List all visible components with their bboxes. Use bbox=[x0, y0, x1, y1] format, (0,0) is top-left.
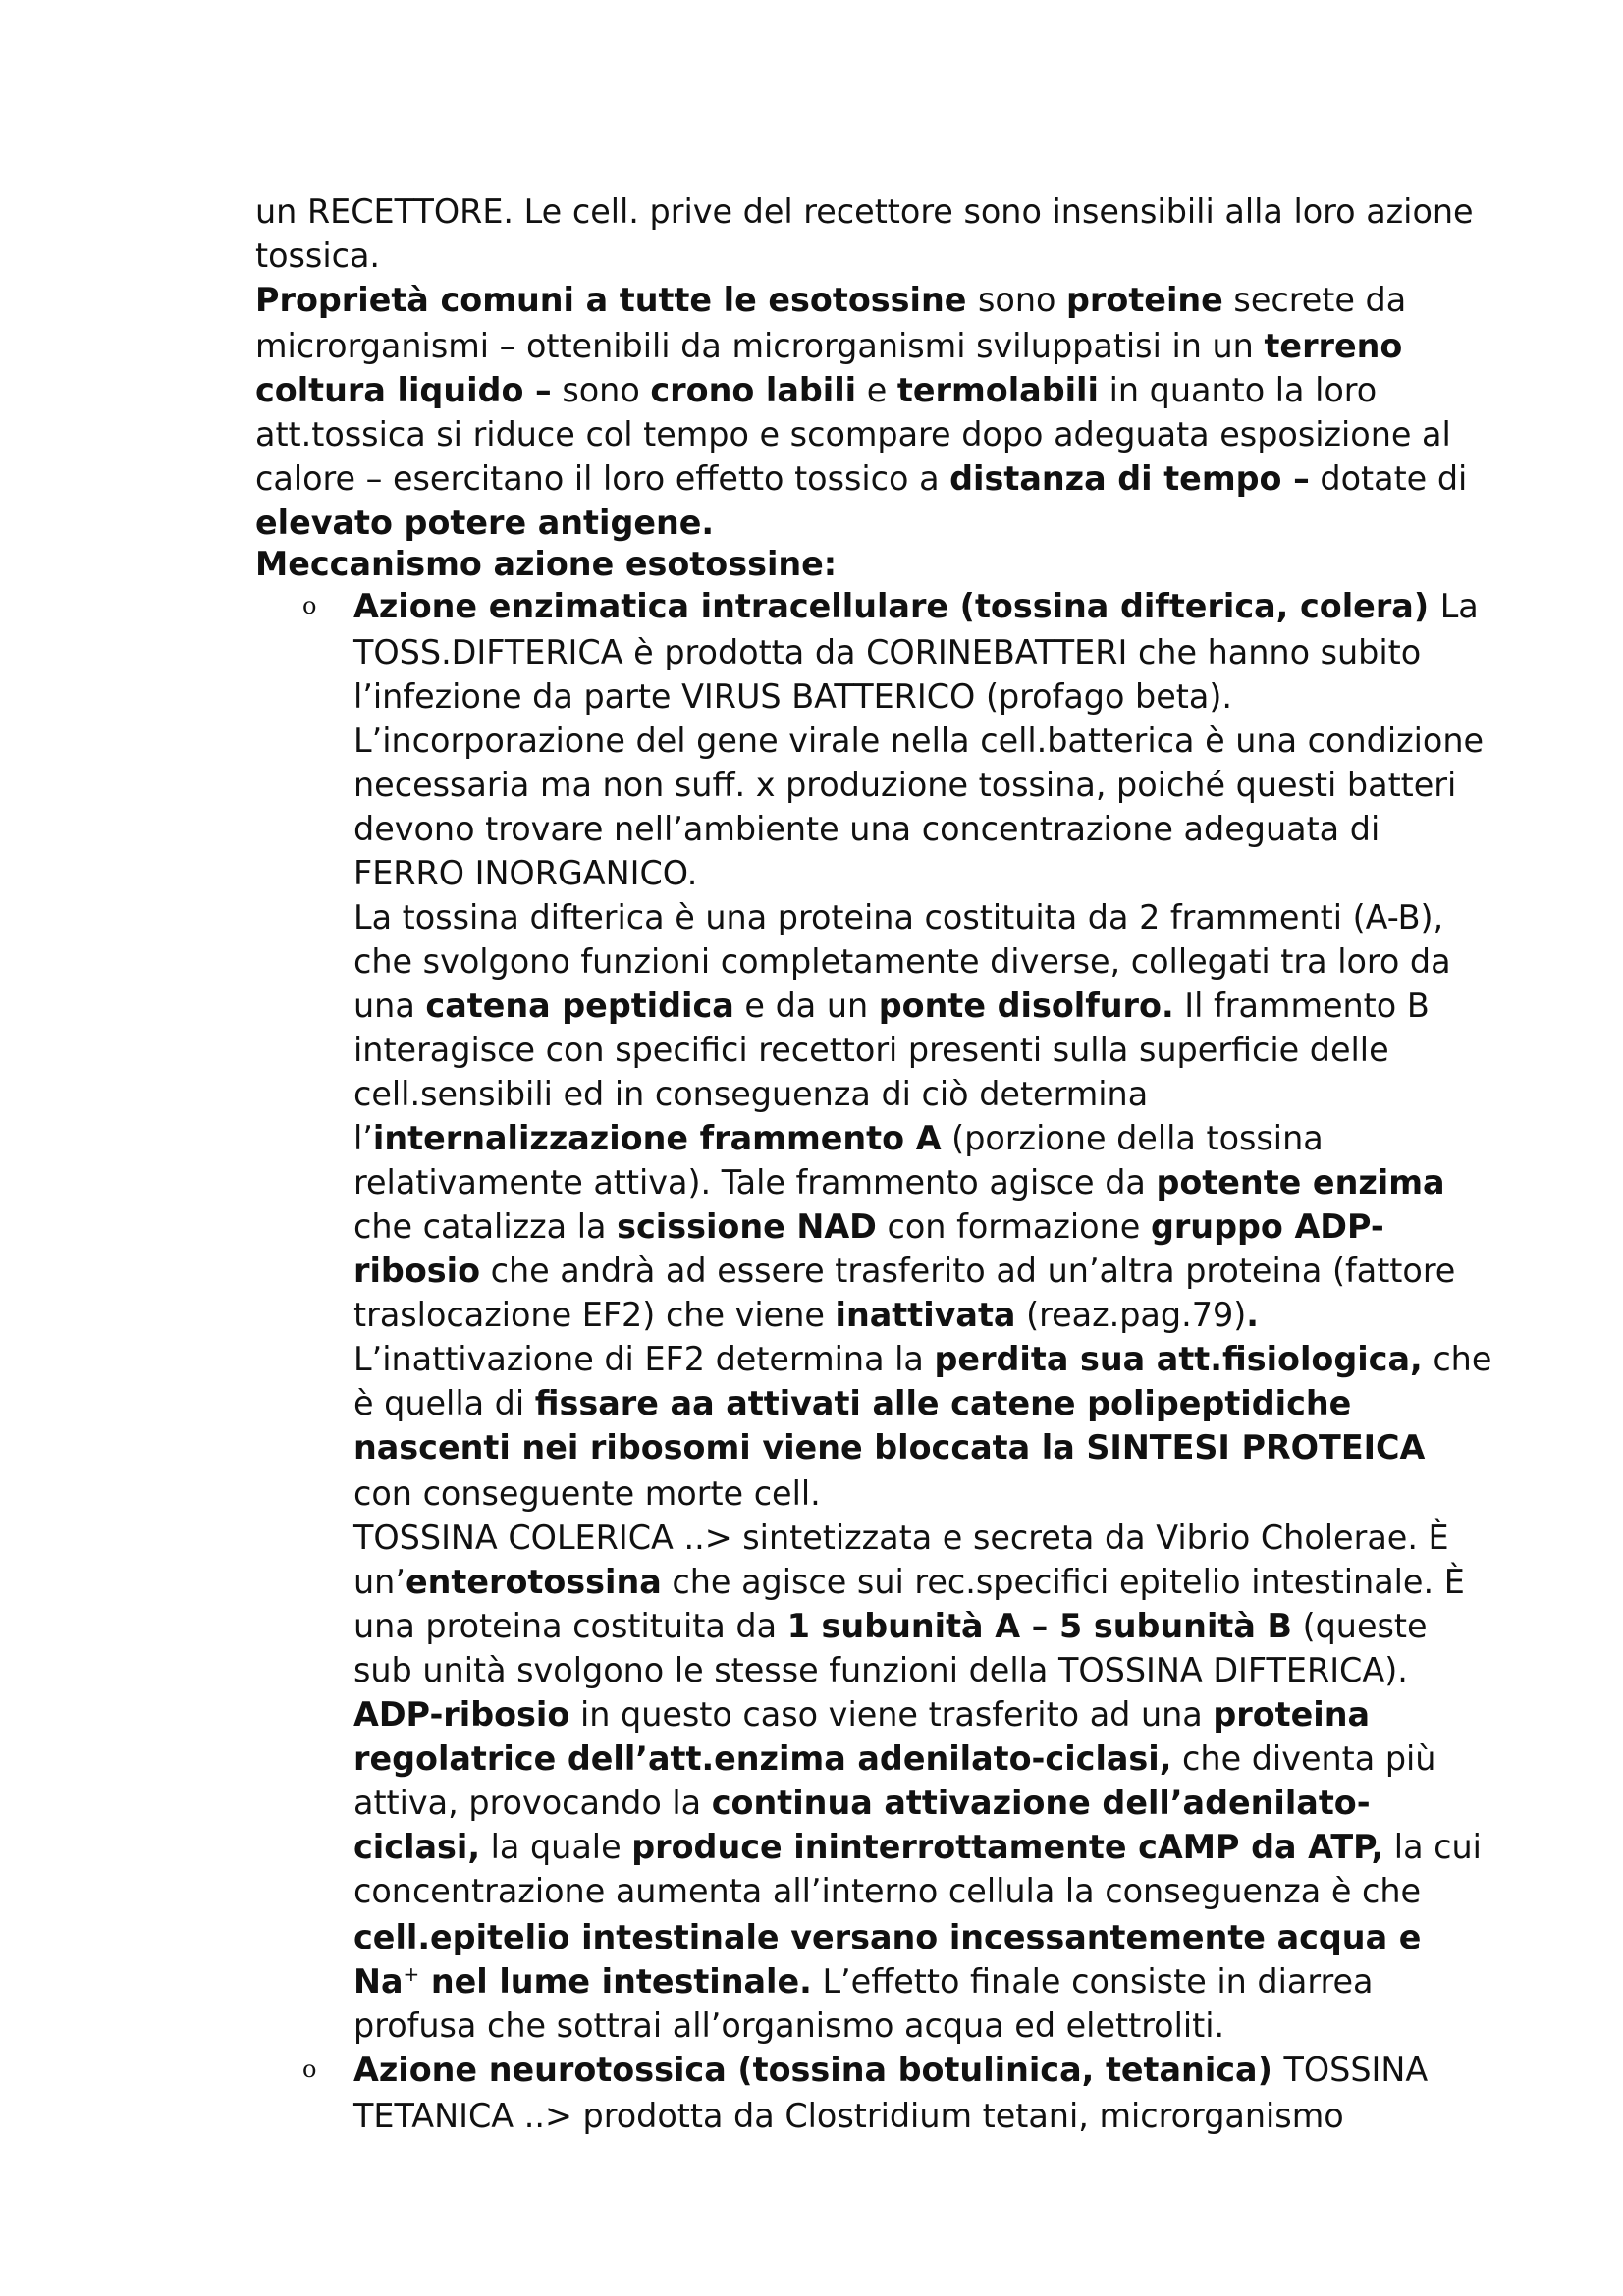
bold-text-run: Azione enzimatica intracellulare (tossina difterica, colera) bbox=[353, 587, 1440, 625]
text-run: La TOSS.DIFTERICA è prodotta da CORINEBATTERI che hanno subito l’infezione da parte VIRUS BATTERICO (profago beta). L’incorporazione del gene virale nella cell.batterica è una condizione necessaria ma non suff. x produzione tossina, poiché questi batteri devono trovare nell’ambiente una concentrazione adeguata di FERRO INORGANICO. bbox=[353, 587, 1485, 892]
bold-text-run: catena peptidica bbox=[425, 987, 734, 1025]
text-run: (reaz.pag.79) bbox=[1015, 1296, 1247, 1334]
bold-text-run: continua attivazione dell’adenilato-ciclasi, bbox=[353, 1784, 1371, 1866]
text-run: L’inattivazione di EF2 determina la bbox=[353, 1340, 935, 1378]
bold-text-run: proteina regolatrice dell’att.enzima adenilato-ciclasi, bbox=[353, 1695, 1371, 1778]
bold-text-run: terreno coltura liquido – bbox=[255, 327, 1403, 409]
text-run: + bbox=[403, 1962, 420, 1986]
bold-text-run: elevato potere antigene. bbox=[255, 504, 715, 542]
document-body bbox=[255, 189, 1492, 2138]
bold-text-run: fissare aa attivati alle catene polipeptidiche nascenti nei ribosomi bbox=[353, 1384, 1352, 1467]
text-run: la conseguenza è che bbox=[1064, 1872, 1422, 1910]
text-run: in quanto la loro att.tossica si riduce col tempo e scompare dopo adeguata esposizione al calore – esercitano il loro effetto tossico a bbox=[255, 371, 1451, 498]
bold-text-run: ponte disolfuro. bbox=[878, 987, 1174, 1025]
bold-text-run: . bbox=[1246, 1296, 1259, 1334]
text-run: un RECETTORE. Le cell. prive del recettore sono insensibili alla loro azione tossica. bbox=[255, 192, 1474, 275]
bold-text-run: distanza di tempo – bbox=[949, 459, 1310, 498]
section-heading-mechanism bbox=[255, 545, 1492, 584]
text-run: TOSSINA TETANICA ..> prodotta da Clostridium tetani, microrganismo bbox=[353, 2051, 1429, 2135]
bold-text-run: Meccanismo azione esotossine: bbox=[255, 545, 838, 583]
text-run: (queste sub unità svolgono le stesse funzioni della TOSSINA DIFTERICA). bbox=[353, 1607, 1428, 1689]
text-run: con formazione bbox=[876, 1207, 1151, 1246]
bold-text-run: crono labili bbox=[650, 371, 857, 409]
text-run: che andrà ad essere trasferito ad un’altra proteina (fattore traslocazione EF2) che viene bbox=[353, 1252, 1456, 1334]
bold-text-run: gruppo ADP-ribosio bbox=[353, 1207, 1384, 1290]
text-run: TOSSINA COLERICA ..> sintetizzata e secreta da Vibrio Cholerae. È un’ bbox=[353, 1519, 1449, 1601]
text-run: La tossina difterica è una proteina costituita da 2 frammenti (A-B), che svolgono funzioni completamente diverse, collegati tra loro da una bbox=[353, 898, 1451, 1025]
text-run: e da un bbox=[733, 987, 879, 1025]
paragraph-diphtheria-intro bbox=[353, 584, 1492, 895]
text-run: la cui concentrazione aumenta all’interno cellula bbox=[353, 1828, 1482, 1910]
bold-text-run: Azione neurotossica (tossina botulinica, tetanica) bbox=[353, 2051, 1284, 2089]
text-run: che agisce sui rec.specifici epitelio intestinale. È una proteina costituita da bbox=[353, 1563, 1465, 1645]
bold-text-run: internalizzazione frammento A bbox=[372, 1119, 942, 1157]
bold-text-run: cell.epitelio intestinale versano incessantemente acqua e Na bbox=[353, 1918, 1422, 2001]
bullet-marker: o bbox=[302, 2056, 317, 2083]
bold-text-run: potente enzima bbox=[1156, 1163, 1445, 1201]
paragraph-cholera-toxin bbox=[353, 1516, 1492, 2048]
bullet-marker: o bbox=[302, 592, 317, 619]
bold-text-run: enterotossina bbox=[405, 1563, 662, 1601]
list-item-continuation-cholera bbox=[255, 1516, 1492, 2048]
bold-text-run: viene bloccata la SINTESI PROTEICA bbox=[762, 1428, 1426, 1467]
text-run: dotate di bbox=[1309, 459, 1468, 498]
text-run: con conseguente morte cell. bbox=[353, 1474, 821, 1513]
bold-text-run: produce ininterrottamente cAMP da ATP, bbox=[631, 1828, 1384, 1866]
bold-text-run: scissione NAD bbox=[617, 1207, 877, 1246]
text-run: (porzione della tossina relativamente attiva). Tale frammento agisce da bbox=[353, 1119, 1324, 1201]
paragraph-esotossine-properties bbox=[255, 278, 1492, 545]
text-run: in questo caso viene trasferito ad una bbox=[569, 1695, 1214, 1734]
bold-text-run: termolabili bbox=[896, 371, 1099, 409]
bold-text-run: ADP-ribosio bbox=[353, 1695, 570, 1734]
text-run: la quale bbox=[480, 1828, 632, 1866]
text-run: che diventa più attiva, provocando la bbox=[353, 1739, 1436, 1822]
bold-text-run: Proprietà comuni a tutte le esotossine bbox=[255, 281, 978, 319]
text-run: sono bbox=[978, 281, 1067, 319]
text-run: Il frammento B interagisce con specifici recettori presenti sulla superficie delle cell.sensibili ed in conseguenza di ciò determina l’ bbox=[353, 987, 1430, 1157]
bold-text-run: proteine bbox=[1066, 281, 1223, 319]
paragraph-diphtheria-mechanism bbox=[353, 895, 1492, 1516]
bold-text-run: nel lume intestinale. bbox=[419, 1962, 812, 2001]
text-run: secrete da microrganismi – ottenibili da microrganismi sviluppatisi in un bbox=[255, 281, 1407, 365]
list-item-continuation-diphtheria bbox=[255, 895, 1492, 1516]
paragraph-intro bbox=[255, 189, 1492, 278]
bold-text-run: inattivata bbox=[835, 1296, 1016, 1334]
paragraph-neurotoxic bbox=[353, 2048, 1492, 2138]
text-run: sono bbox=[551, 371, 651, 409]
text-run: L’effetto finale consiste in diarrea profusa che sottrai all’organismo acqua ed elettroliti. bbox=[353, 1962, 1374, 2045]
list-item-enzymatic-action bbox=[255, 584, 1492, 895]
list-item-neurotoxic-action bbox=[255, 2048, 1492, 2138]
text-run: che catalizza la bbox=[353, 1207, 618, 1246]
bold-text-run: perdita sua att.fisiologica, bbox=[934, 1340, 1423, 1378]
bold-text-run: 1 subunità A – 5 subunità B bbox=[786, 1607, 1292, 1645]
text-run: che è quella di bbox=[353, 1340, 1492, 1422]
text-run: e bbox=[856, 371, 897, 409]
